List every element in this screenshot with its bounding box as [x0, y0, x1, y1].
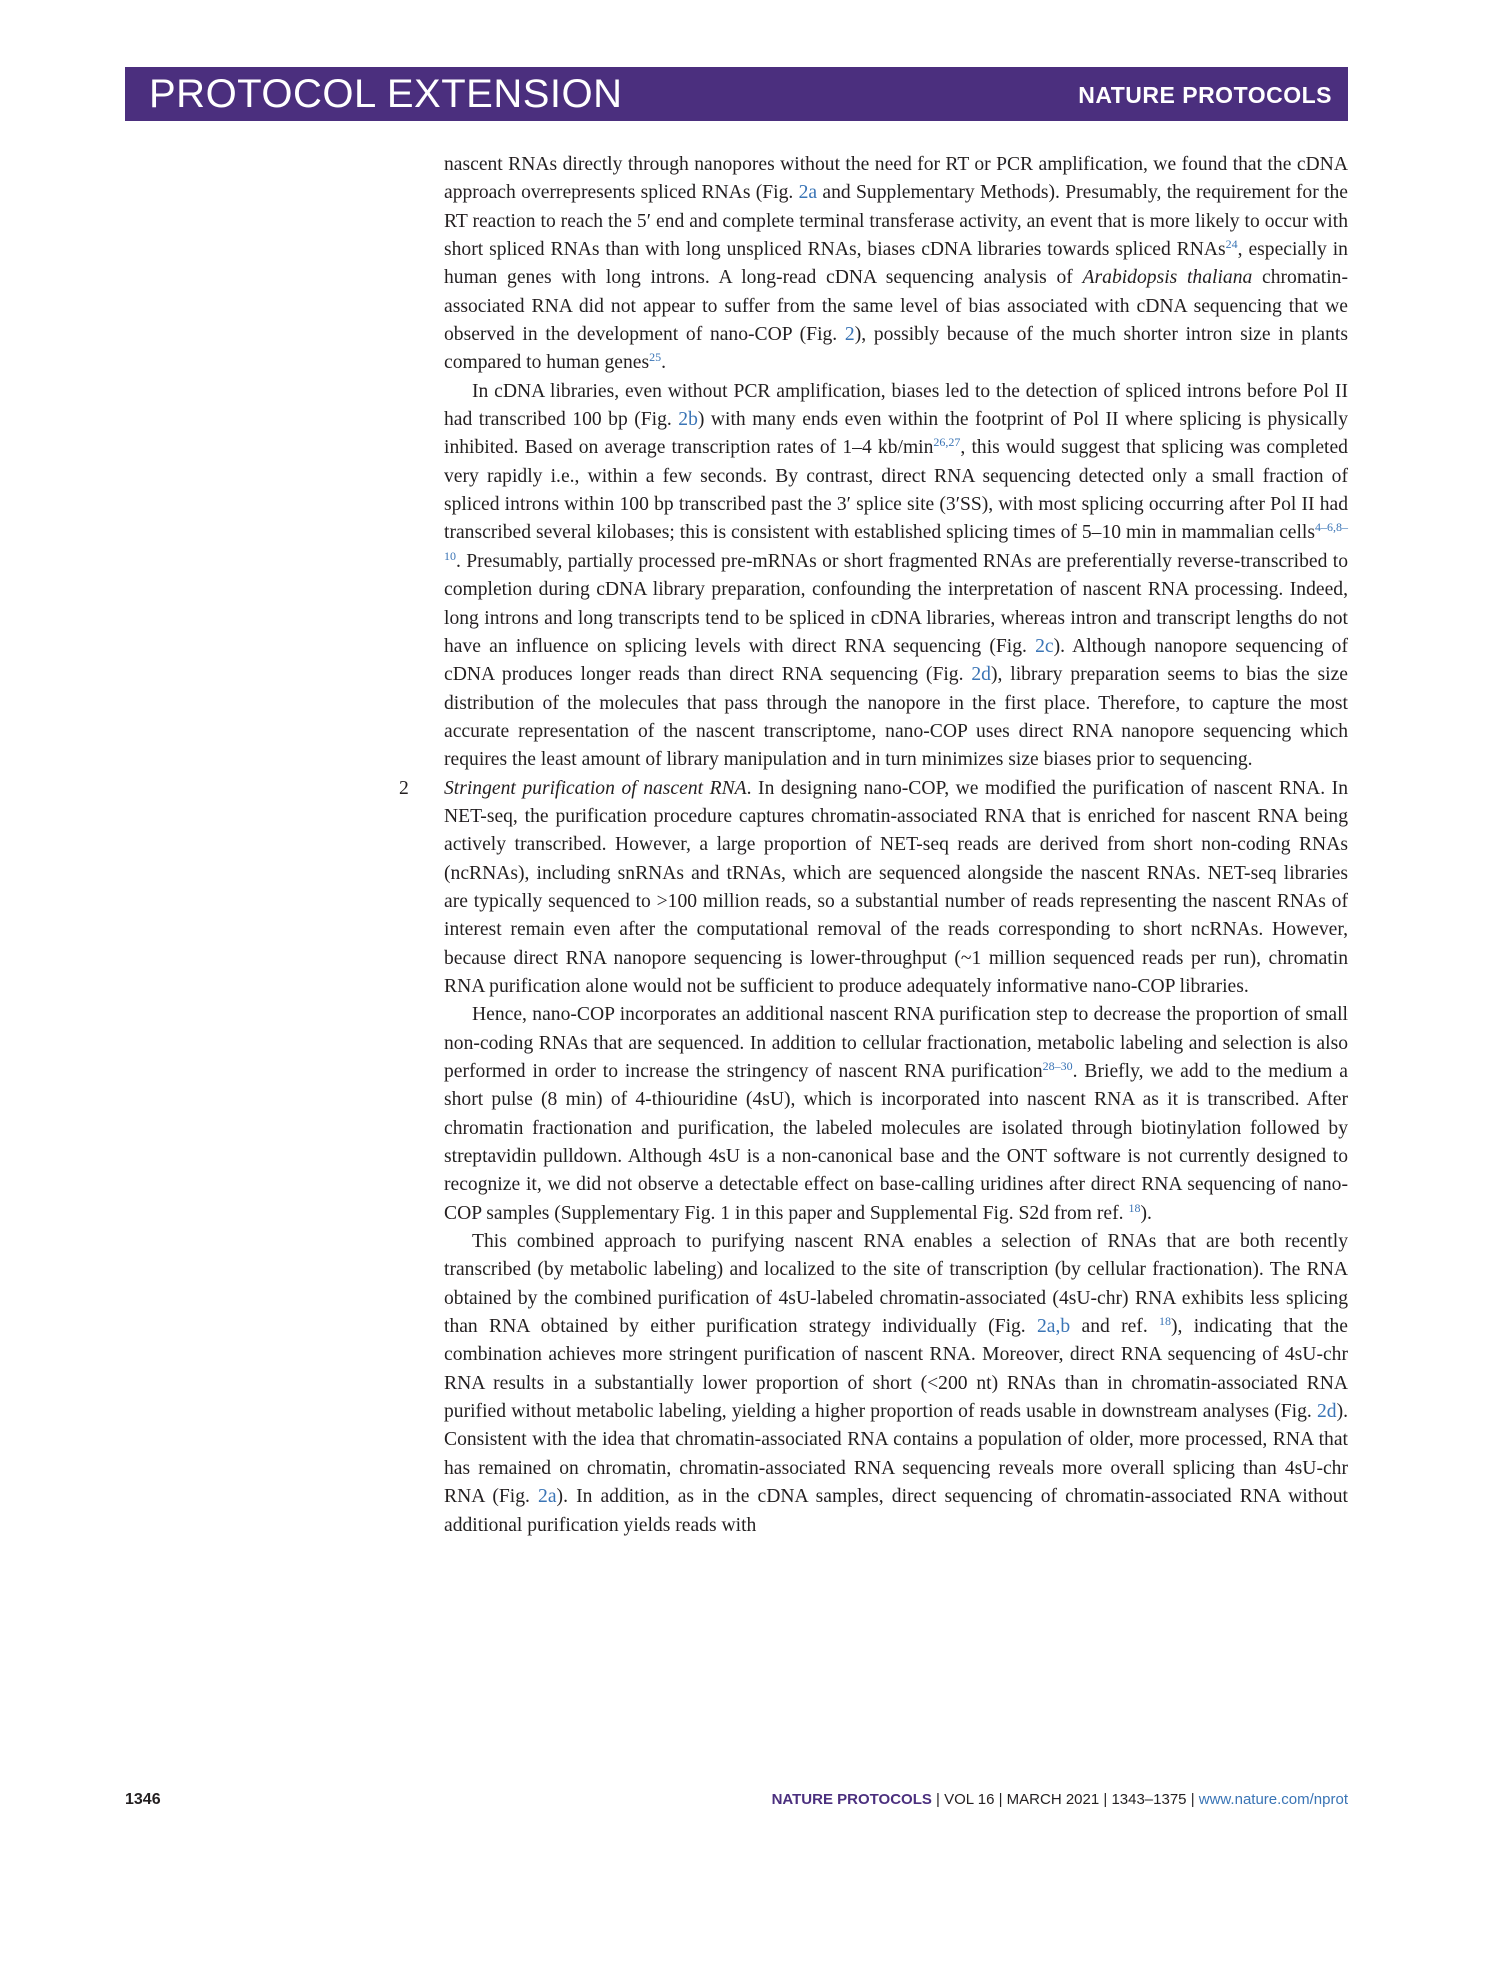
paragraph [444, 1228, 1348, 1540]
figure-link[interactable]: 2c [1035, 635, 1054, 657]
header-bar [125, 67, 1348, 121]
numbered-paragraph [399, 775, 1348, 1002]
figure-link[interactable]: 2a [538, 1486, 557, 1508]
separator: | [994, 1791, 1007, 1808]
footer-volume: VOL 16 [944, 1791, 995, 1808]
separator: | [931, 1791, 945, 1808]
text-span: Hence, nano-COP incorporates an additional nascent RNA purification step to decrease the proportion of small non-coding RNAs that are sequenced. In addition to cellular fractionation, metabolic labeling and selection is also performed in order to increase the stringency of nascent RNA purification [444, 1004, 1348, 1082]
text-span: and Supplementary Methods). Presumably, the requirement for the RT reaction to reach the 5′ end and complete terminal transferase activity, an event that is more likely to occur with short spliced RNAs than with long unspliced RNAs, biases cDNA libraries towards spliced RNAs [444, 182, 1348, 261]
paragraph [444, 151, 1348, 378]
text-span: . Presumably, partially processed pre-mRNAs or short fragmented RNAs are preferentially reverse-transcribed to completion during cDNA library preparation, confounding the interpretation of nascent RNA processing. Indeed, long introns and long transcripts tend to be spliced in cDNA libraries, whereas intron and transcript lengths do not have an influence on splicing levels with direct RNA sequencing (Fig. [444, 550, 1348, 657]
text-span: ), indicating that the combination achieves more stringent purification of nascent RNA. Moreover, direct RNA sequencing of 4sU-chr RNA results in a substantially lower proportion of short (<200 nt) RNAs than in chromatin-associated RNA purified without metabolic labeling, yielding a higher proportion of reads usable in downstream analyses (Fig. [444, 1316, 1348, 1423]
text-span: nascent RNAs directly through nanopores without the need for RT or PCR amplification, we found that the cDNA approach overrepresents spliced RNAs (Fig. [444, 154, 1348, 204]
footer-pages: 1343–1375 [1111, 1791, 1187, 1808]
journal-name: NATURE PROTOCOLS [1078, 82, 1332, 108]
paragraph [444, 378, 1348, 775]
citation-link[interactable]: 26,27 [933, 435, 961, 450]
text-span: In cDNA libraries, even without PCR amplification, biases led to the detection of spliced introns before Pol II had transcribed 100 bp (Fig. [444, 380, 1348, 431]
citation-link[interactable]: 24 [1225, 237, 1238, 252]
citation-link[interactable]: 28–30 [1042, 1059, 1073, 1073]
citation-link[interactable]: 25 [649, 350, 662, 365]
text-span: . [661, 352, 667, 374]
footer-journal: NATURE PROTOCOLS [771, 1791, 932, 1808]
figure-link[interactable]: 2 [844, 324, 855, 346]
text-span: chromatin-associated RNA did not appear to suffer from the same level of bias associated with cDNA sequencing that we observed in the development of nano-COP (Fig. [444, 267, 1348, 346]
footer-date: MARCH 2021 [1006, 1791, 1100, 1808]
text-span: ), library preparation seems to bias the size distribution of the molecules that pass through the nanopore in the first place. Therefore, to capture the most accurate representation of the nascent transcriptome, nano-COP uses direct RNA nanopore sequencing which requires the least amount of library manipulation and in turn minimizes size biases prior to sequencing. [444, 664, 1348, 771]
figure-link[interactable]: 2a,b [1037, 1316, 1071, 1338]
article-body [399, 151, 1348, 1540]
journal-url-link[interactable]: www.nature.com/nprot [1198, 1791, 1348, 1808]
citation-link[interactable]: 18 [1128, 1200, 1141, 1215]
text-span: ), possibly because of the much shorter intron size in plants compared to human genes [444, 324, 1348, 374]
text-span: . Briefly, we add to the medium a short pulse (8 min) of 4-thiouridine (4sU), which is incorporated into nascent RNA as it is transcribed. After chromatin fractionation and purification, the labeled molecules are isolated through biotinylation followed by streptavidin pulldown. Although 4sU is a non-canonical base and the ONT software is not currently designed to recognize it, we did not observe a detectable effect on base-calling uridines after direct RNA sequencing of nano-COP samples (Supplementary Fig. 1 in this paper and Supplemental Fig. S2d from ref. [444, 1061, 1348, 1224]
section-title: PROTOCOL EXTENSION [149, 72, 623, 116]
text-span: . In designing nano-COP, we modified the purification of nascent RNA. In NET-seq, the purification procedure captures chromatin-associated RNA that is enriched for nascent RNA being actively transcribed. However, a large proportion of NET-seq reads are derived from short non-coding RNAs (ncRNAs), including snRNAs and tRNAs, which are sequenced alongside the nascent RNAs. NET-seq libraries are typically sequenced to >100 million reads, so a substantial number of reads representing the nascent RNAs of interest remain even after the computational removal of the reads corresponding to short ncRNAs. However, because direct RNA nanopore sequencing is lower-throughput (~1 million sequenced reads per run), chromatin RNA purification alone would not be sufficient to produce adequately informative nano-COP libraries. [444, 777, 1348, 997]
citation-link[interactable]: 18 [1159, 1314, 1172, 1329]
text-span: , this would suggest that splicing was completed very rapidly i.e., within a few seconds. By contrast, direct RNA sequencing detected only a small fraction of spliced introns within 100 bp transcribed past the 3′ splice site (3′SS), with most splicing occurring after Pol II had transcribed several kilobases; this is consistent with established splicing times of 5–10 min in mammalian cells [444, 437, 1348, 544]
figure-link[interactable]: 2b [678, 409, 698, 431]
footer-citation [772, 1791, 1348, 1808]
text-span: ). In addition, as in the cDNA samples, direct sequencing of chromatin-associated RNA without additional purification yields reads with [444, 1486, 1348, 1536]
species-name: Arabidopsis thaliana [1082, 267, 1253, 289]
figure-link[interactable]: 2d [971, 664, 991, 686]
figure-link[interactable]: 2d [1316, 1401, 1337, 1423]
text-span: ). Consistent with the idea that chromatin-associated RNA contains a population of older, more processed, RNA that has remained on chromatin, chromatin-associated RNA sequencing reveals more overall splicing than 4sU-chr RNA (Fig. [444, 1401, 1348, 1508]
text-span: ). Although nanopore sequencing of cDNA produces longer reads than direct RNA sequencing (Fig. [444, 635, 1348, 686]
citation-link[interactable]: 4–6,8–10 [444, 520, 1348, 563]
page-number: 1346 [125, 1791, 161, 1808]
text-span: ) with many ends even within the footprint of Pol II where splicing is physically inhibited. Based on average transcription rates of 1–4 kb/min [444, 409, 1348, 459]
item-number: 2 [399, 777, 409, 799]
paragraph [444, 1001, 1348, 1228]
text-span: ). [1140, 1202, 1152, 1224]
text-span: This combined approach to purifying nascent RNA enables a selection of RNAs that are both recently transcribed (by metabolic labeling) and localized to the site of transcription (by cellular fractionation). The RNA obtained by the combined purification of 4sU-labeled chromatin-associated (4sU-chr) RNA exhibits less splicing than RNA obtained by either purification strategy individually (Fig. [444, 1231, 1348, 1338]
separator: | [1099, 1791, 1112, 1808]
separator: | [1186, 1791, 1199, 1808]
text-span: and ref. [1070, 1316, 1160, 1338]
text-span: , especially in human genes with long introns. A long-read cDNA sequencing analysis of [444, 239, 1348, 289]
item-heading: Stringent purification of nascent RNA [444, 777, 747, 799]
figure-link[interactable]: 2a [798, 182, 818, 204]
